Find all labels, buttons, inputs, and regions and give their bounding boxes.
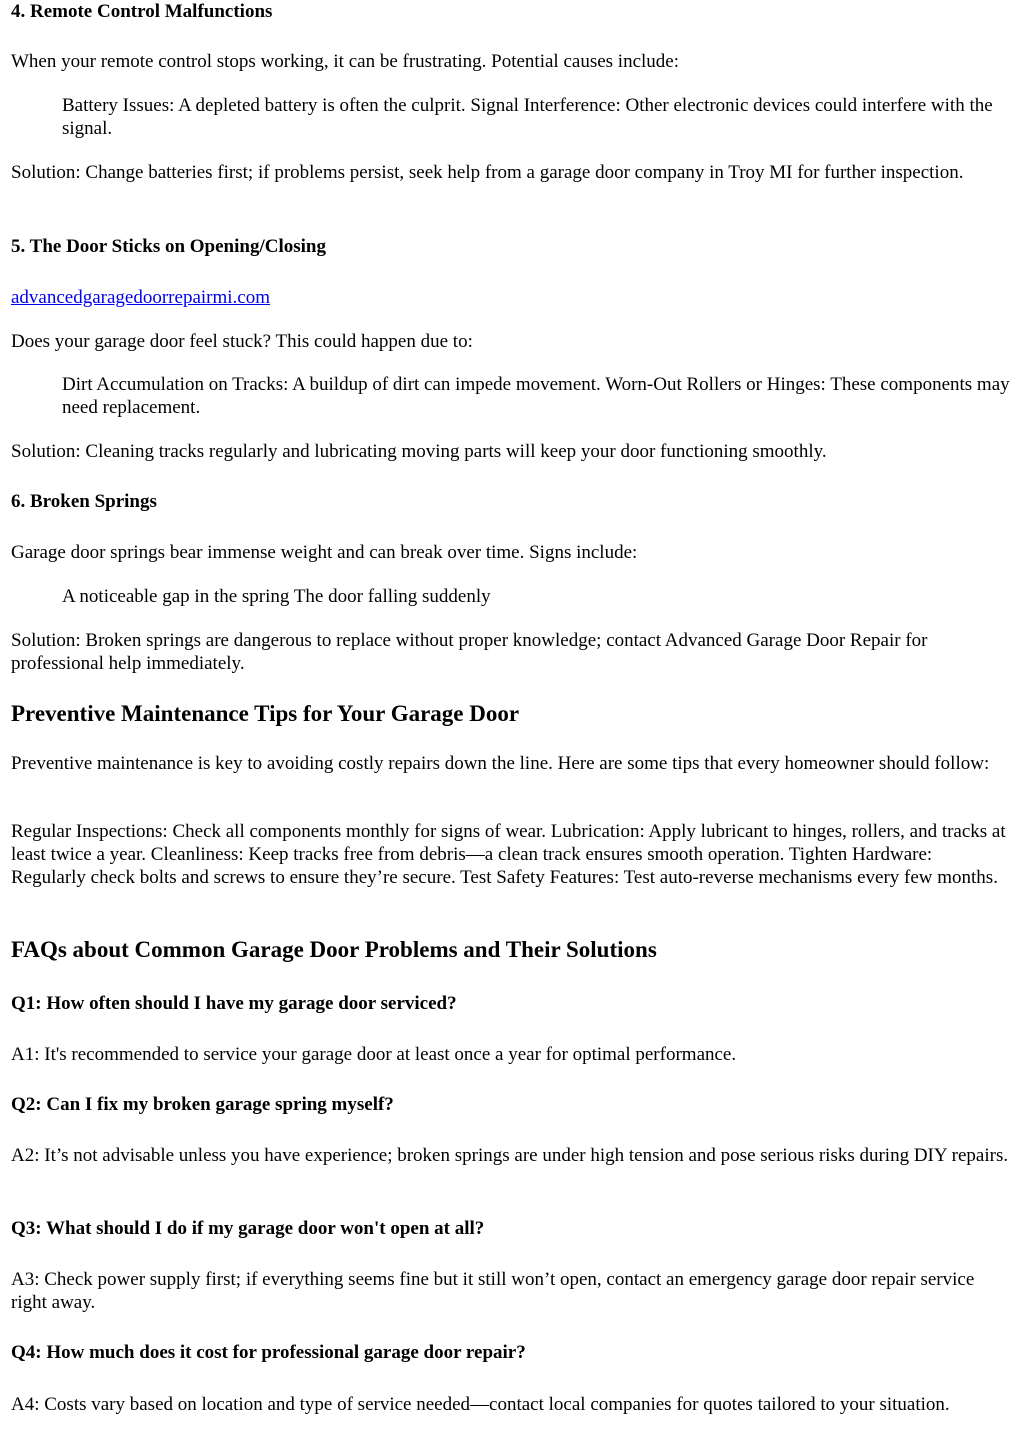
section5-heading: 5. The Door Sticks on Opening/Closing <box>11 236 326 257</box>
section4-intro: When your remote control stops working, it can be frustrating. Potential causes include: <box>11 51 679 72</box>
website-link[interactable]: advancedgaragedoorrepairmi.com <box>11 287 271 308</box>
section6-solution: Solution: Broken springs are dangerous to replace without proper knowledge; contact Advanced Garage Door Repair for professional help immediately. <box>11 630 928 674</box>
section6-heading: 6. Broken Springs <box>11 491 157 512</box>
section6-intro: Garage door springs bear immense weight and can break over time. Signs include: <box>11 542 638 563</box>
faq-question: Q2: Can I fix my broken garage spring myself? <box>11 1094 394 1115</box>
section5-causes: Dirt Accumulation on Tracks: A buildup of dirt can impede movement. Worn-Out Rollers or Hinges: These components may need replacement. <box>62 374 1010 418</box>
maintenance-tips: Regular Inspections: Check all components monthly for signs of wear. Lubrication: Apply lubricant to hinges, rollers, and tracks at least twice a year. Cleanliness: Keep tracks free from debris—a clean track ensures smooth operation. Tighten Hardware: Regularly check bolts and screws to ensure they’re secure. Test Safety Features: Test auto-reverse mechanisms every few months. <box>11 821 1006 888</box>
section5-intro: Does your garage door feel stuck? This could happen due to: <box>11 331 473 352</box>
section5-solution: Solution: Cleaning tracks regularly and lubricating moving parts will keep your door functioning smoothly. <box>11 441 827 462</box>
faq-question: Q4: How much does it cost for professional garage door repair? <box>11 1342 526 1363</box>
faq-answer: A3: Check power supply first; if everything seems fine but it still won’t open, contact an emergency garage door repair service right away. <box>11 1269 975 1313</box>
faq-heading: FAQs about Common Garage Door Problems and Their Solutions <box>11 937 657 962</box>
maintenance-heading: Preventive Maintenance Tips for Your Garage Door <box>11 701 520 726</box>
section4-solution: Solution: Change batteries first; if problems persist, seek help from a garage door company in Troy MI for further inspection. <box>11 162 964 183</box>
faq-answer: A4: Costs vary based on location and type of service needed—contact local companies for quotes tailored to your situation. <box>11 1394 950 1415</box>
faq-answer: A1: It's recommended to service your garage door at least once a year for optimal performance. <box>11 1044 737 1065</box>
faq-answer: A2: It’s not advisable unless you have experience; broken springs are under high tension and pose serious risks during DIY repairs. <box>11 1145 1009 1166</box>
faq-question: Q1: How often should I have my garage door serviced? <box>11 993 457 1014</box>
faq-question: Q3: What should I do if my garage door won't open at all? <box>11 1218 485 1239</box>
section4-causes: Battery Issues: A depleted battery is often the culprit. Signal Interference: Other electronic devices could interfere with the signal. <box>62 95 993 139</box>
section4-heading: 4. Remote Control Malfunctions <box>11 1 273 22</box>
section5-link-paragraph <box>11 286 1011 309</box>
section6-signs: A noticeable gap in the spring The door falling suddenly <box>62 586 491 607</box>
maintenance-intro: Preventive maintenance is key to avoiding costly repairs down the line. Here are some tips that every homeowner should follow: <box>11 753 990 774</box>
